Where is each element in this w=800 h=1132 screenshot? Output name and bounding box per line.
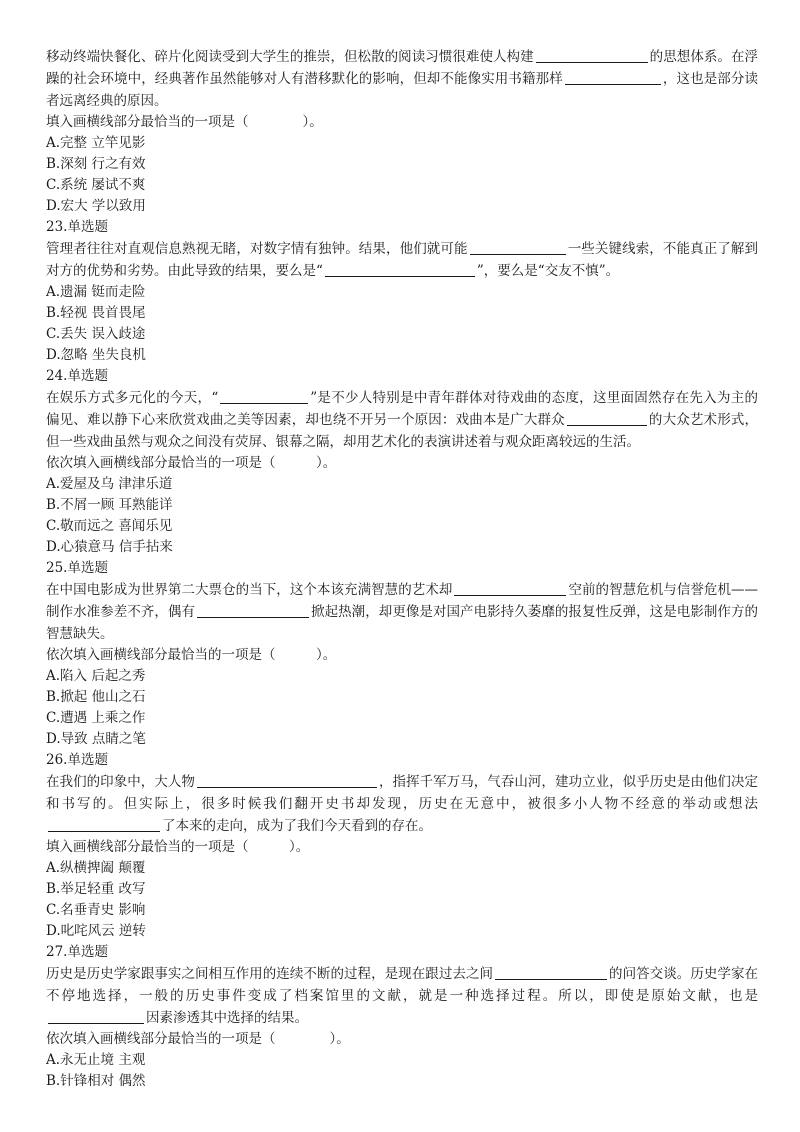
q26-option-b: B.举足轻重 改写 [46,881,146,897]
q25-header: 25.单选题 [46,560,108,576]
q26-option-a: A.纵横捭阖 颠覆 [46,860,146,876]
q23-option-b: B.轻视 畏首畏尾 [46,305,146,321]
q22-option-a: A.完整 立竿见影 [46,135,146,151]
q24-prompt: 依次填入画横线部分最恰当的一项是（ ）。 [46,455,337,471]
answer-blank [220,389,308,404]
answer-blank [470,240,566,255]
q26-stem: 在我们的印象中，大人物 ，指挥千军万马，气吞山河，建功立业，似乎历史是由他们决定和书写的。但实际上，很多时候我们翻开史书却发现，历史在无意中，被很多小人物不经意的举动或想法了本来的走向，成为了我们今天看到的存在。 [46,774,759,834]
q23-stem: 管理者往往对直观信息熟视无睹，对数字情有独钟。结果，他们就可能 一些关键线索，不能真正了解到对方的优势和劣势。由此导致的结果，要么是“ ”，要么是“交友不慎”。 [46,241,759,279]
q23-option-d: D.忽略 坐失良机 [46,347,146,363]
q24-option-b: B.不屑一顾 耳熟能详 [46,497,173,513]
q25-option-a: A.陷入 后起之秀 [46,668,146,684]
q26-header: 26.单选题 [46,752,108,768]
answer-blank [495,965,607,980]
q26-option-d: D.叱咤风云 逆转 [46,923,146,939]
answer-blank [325,262,475,277]
answer-blank [197,603,309,618]
answer-blank [454,581,566,596]
answer-blank [536,48,648,63]
q27-option-a: A.永无止境 主观 [46,1052,146,1068]
q27-option-b: B.针锋相对 偶然 [46,1073,146,1089]
answer-blank [197,773,377,788]
q24-stem: 在娱乐方式多元化的今天，“ ”是不少人特别是中青年群体对待戏曲的态度，这里面固然存在先入为主的偏见、难以静下心来欣赏戏曲之美等因素，却也绕不开另一个原因：戏曲本是广大群众 的大众艺术形式，但一些戏曲虽然与观众之间没有荧屏、银幕之隔，却用艺术化的表演讲述着与观众距离较远的生活。 [46,390,758,450]
q27-header: 27.单选题 [46,944,108,960]
q25-option-b: B.掀起 他山之石 [46,689,146,705]
q27-prompt: 依次填入画横线部分最恰当的一项是（ ）。 [46,1031,350,1047]
q24-option-a: A.爱屋及乌 津津乐道 [46,476,173,492]
q23-header: 23.单选题 [46,219,108,235]
q25-option-c: C.遭遇 上乘之作 [46,710,146,726]
q23-option-a: A.遗漏 铤而走险 [46,284,146,300]
q27-stem: 历史是历史学家跟事实之间相互作用的连续不断的过程，是现在跟过去之间 的问答交谈。历史学家在不停地选择，一般的历史事件变成了档案馆里的文献，就是一种选择过程。所以，即使是原始文献，也是因素渗透其中选择的结果。 [46,966,759,1026]
q22-option-d: D.宏大 学以致用 [46,198,146,214]
q22-option-c: C.系统 屡试不爽 [46,177,146,193]
q26-option-c: C.名垂青史 影响 [46,902,146,918]
q24-header: 24.单选题 [46,368,108,384]
answer-blank [48,817,160,832]
answer-blank [567,411,647,426]
q26-prompt: 填入画横线部分最恰当的一项是（ ）。 [46,839,310,855]
q22-prompt: 填入画横线部分最恰当的一项是（ ）。 [46,114,323,130]
q25-prompt: 依次填入画横线部分最恰当的一项是（ ）。 [46,647,337,663]
answer-blank [48,1009,144,1024]
q23-option-c: C.丢失 误入歧途 [46,326,146,342]
q24-option-d: D.心猿意马 信手拈来 [46,539,173,555]
q25-stem: 在中国电影成为世界第二大票仓的当下，这个本该充满智慧的艺术却 空前的智慧危机与信誉危机——制作水准参差不齐，偶有 掀起热潮，却更像是对国产电影持久萎靡的报复性反弹，这是电影制作方的智慧缺失。 [46,582,759,642]
question-page [46,46,758,1092]
q24-option-c: C.敬而远之 喜闻乐见 [46,518,173,534]
q22-option-b: B.深刻 行之有效 [46,156,146,172]
answer-blank [565,70,661,85]
q22-stem: 移动终端快餐化、碎片化阅读受到大学生的推崇，但松散的阅读习惯很难使人构建 的思想体系。在浮躁的社会环境中，经典著作虽然能够对人有潜移默化的影响，但却不能像实用书籍那样 ，这也是部分读者远离经典的原因。 [46,49,759,109]
q25-option-d: D.导致 点睛之笔 [46,731,146,747]
